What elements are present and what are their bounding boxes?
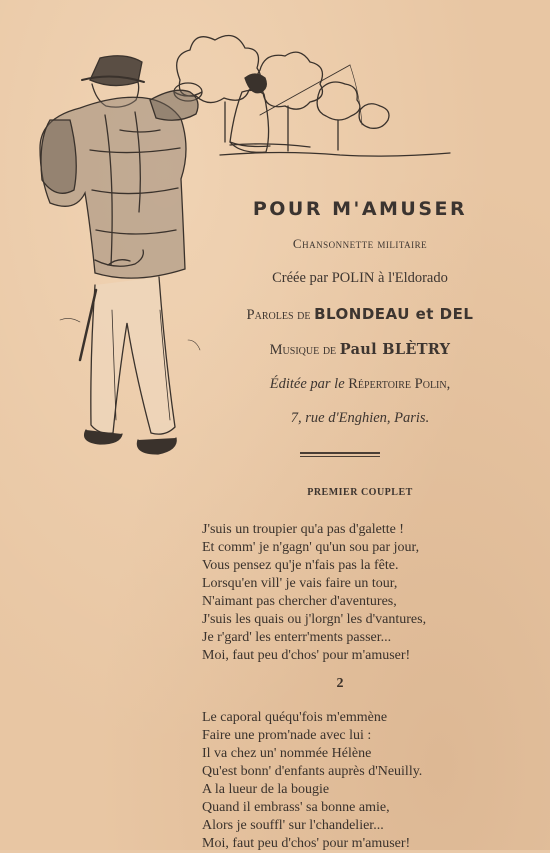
lyrics-prefix: Paroles de — [246, 307, 311, 323]
verse-line: Faire une prom'nade avec lui : — [202, 728, 372, 743]
section-divider — [300, 452, 380, 457]
verse-line: J'suis un troupier qu'a pas d'galette ! — [202, 522, 404, 537]
verse-line: Qu'est bonn' d'enfants auprès d'Neuilly. — [202, 764, 423, 779]
verse-line: N'aimant pas chercher d'aventures, — [202, 594, 397, 609]
lyrics-authors: BLONDEAU et DEL — [314, 305, 474, 323]
publisher-name: Répertoire Polin, — [348, 376, 451, 392]
publisher-credit — [210, 376, 510, 393]
song-title: POUR M'AMUSER — [252, 198, 468, 220]
verse-line: Vous pensez qu'je n'fais pas la fête. — [202, 558, 399, 573]
music-credit — [210, 341, 510, 359]
first-couplet — [202, 521, 502, 665]
verse-line: Moi, faut peu d'chos' pour m'amuser! — [202, 836, 411, 851]
verse-line: Il va chez un' nommée Hélène — [202, 746, 372, 761]
edited-prefix: Éditée par le — [269, 376, 345, 392]
verse-line: Moi, faut peu d'chos' pour m'amuser! — [202, 648, 411, 663]
verse-line: Et comm' je n'gagn' qu'un sou par jour, — [202, 540, 420, 555]
second-couplet — [202, 709, 502, 853]
second-couplet-number: 2 — [336, 676, 344, 691]
publisher-address: 7, rue d'Enghien, Paris. — [290, 410, 430, 426]
music-prefix: Musique de — [269, 342, 337, 358]
lyrics-credit — [210, 305, 510, 324]
verse-line: Le caporal quéqu'fois m'emmène — [202, 710, 388, 725]
verse-line: A la lueur de la bougie — [202, 782, 330, 797]
verse-line: Je r'gard' les enterr'ments passer... — [202, 630, 392, 645]
song-subtitle: Chansonnette militaire — [292, 236, 428, 251]
verse-line: J'suis les quais ou j'lorgn' les d'vantures, — [202, 612, 427, 627]
verse-line: Quand il embrass' sa bonne amie, — [202, 800, 390, 815]
first-couplet-heading: PREMIER COUPLET — [307, 487, 413, 498]
creation-credit: Créée par POLIN à l'Eldorado — [272, 270, 448, 286]
music-author: Paul BLÈTRY — [339, 341, 451, 358]
verse-line: Alors je souffl' sur l'chandelier... — [202, 818, 384, 833]
verse-line: Lorsqu'en vill' je vais faire un tour, — [202, 576, 398, 591]
